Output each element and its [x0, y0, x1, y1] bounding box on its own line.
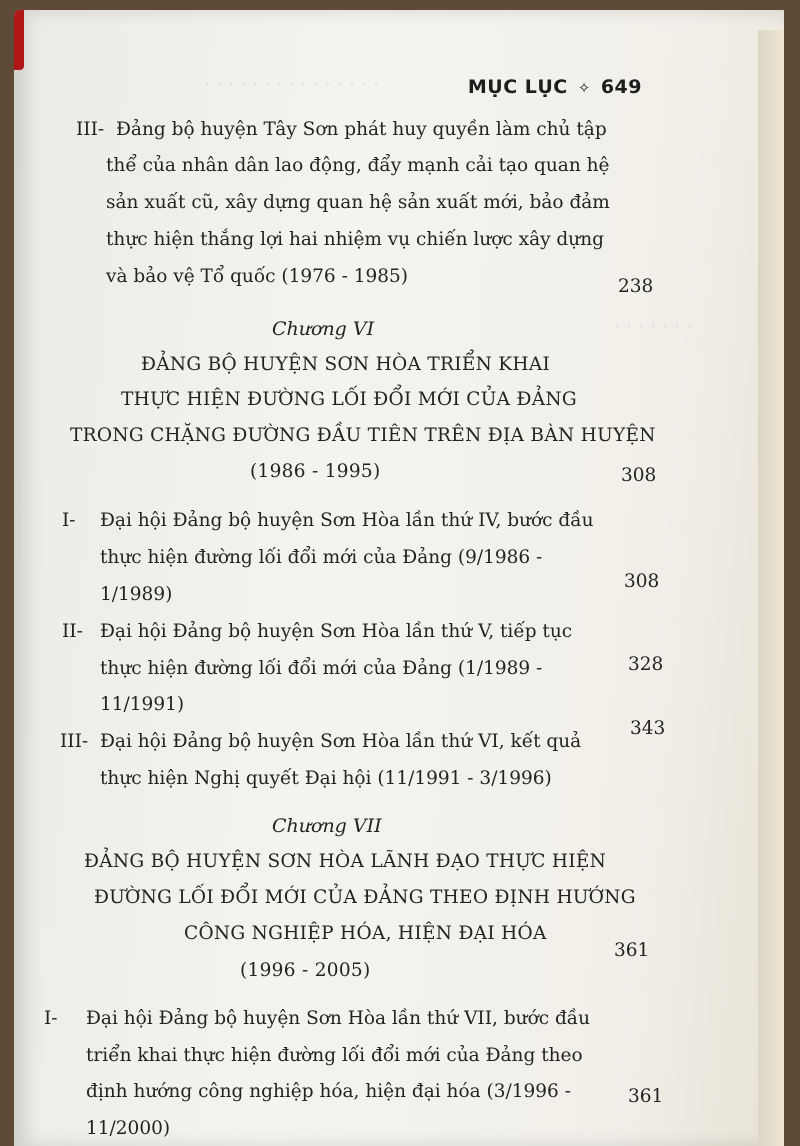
chapter-title-line: THỰC HIỆN ĐƯỜNG LỐI ĐỔI MỚI CỦA ĐẢNG [121, 389, 577, 411]
entry-label: II- [62, 620, 83, 642]
chapter-label: Chương VI [272, 317, 375, 340]
chapter-title-line: ĐƯỜNG LỐI ĐỔI MỚI CỦA ĐẢNG THEO ĐỊNH HƯỚNG [94, 886, 636, 908]
entry-line: 1/1989) [100, 583, 173, 605]
page-number: 649 [600, 76, 642, 98]
bleed-through-text: . . . . . . . [614, 310, 693, 332]
book-page [14, 10, 784, 1146]
chapter-title-line: (1986 - 1995) [250, 461, 381, 483]
entry-line: Đảng bộ huyện Tây Sơn phát huy quyền làm chủ tập [116, 118, 607, 140]
entry-page: 328 [628, 653, 664, 675]
entry-line: định hướng công nghiệp hóa, hiện đại hóa (3/1996 - [86, 1081, 571, 1103]
entry-label: III- [60, 731, 89, 753]
chapter-page: 361 [614, 939, 650, 961]
entry-line: thể của nhân dân lao động, đẩy mạnh cải tạo quan hệ [106, 155, 610, 177]
entry-page: 308 [624, 570, 660, 592]
table-of-contents [14, 10, 784, 1146]
chapter-title-line: TRONG CHẶNG ĐƯỜNG ĐẦU TIÊN TRÊN ĐỊA BÀN HUYỆN [70, 425, 656, 447]
diamond-icon: ✧ [577, 79, 591, 97]
chapter-title-line: (1996 - 2005) [240, 959, 371, 981]
chapter-title-line: ĐẢNG BỘ HUYỆN SƠN HÒA LÃNH ĐẠO THỰC HIỆN [84, 851, 607, 873]
chapter-title-line: CÔNG NGHIỆP HÓA, HIỆN ĐẠI HÓA [184, 922, 547, 944]
entry-line: Đại hội Đảng bộ huyện Sơn Hòa lần thứ VI, kết quả [100, 731, 582, 753]
entry-line: thực hiện đường lối đổi mới của Đảng (9/1986 - [100, 547, 543, 569]
entry-line: triển khai thực hiện đường lối đổi mới của Đảng theo [86, 1044, 583, 1066]
entry-page: 361 [628, 1086, 664, 1108]
chapter-label: Chương VII [272, 815, 382, 838]
entry-line: Đại hội Đảng bộ huyện Sơn Hòa lần thứ V, tiếp tục [100, 620, 573, 642]
chapter-page: 308 [621, 464, 657, 486]
entry-label: I- [44, 1007, 58, 1029]
header-title: MỤC LỤC [467, 76, 568, 98]
entry-line: 11/2000) [86, 1118, 171, 1140]
entry-line: thực hiện đường lối đổi mới của Đảng (1/1989 - [100, 657, 543, 679]
chapter-title-line: ĐẢNG BỘ HUYỆN SƠN HÒA TRIỂN KHAI [141, 353, 551, 375]
entry-line: sản xuất cũ, xây dựng quan hệ sản xuất mới, bảo đảm [106, 192, 610, 214]
entry-line: Đại hội Đảng bộ huyện Sơn Hòa lần thứ VII, bước đầu [86, 1007, 591, 1029]
entry-line: thực hiện thắng lợi hai nhiệm vụ chiến lược xây dựng [106, 228, 604, 250]
entry-label: I- [62, 510, 76, 532]
bleed-through-text: . . . . . . . . . . . . . . . [204, 68, 380, 90]
entry-line: 11/1991) [100, 694, 185, 716]
entry-line: thực hiện Nghị quyết Đại hội (11/1991 - 3/1996) [100, 767, 552, 789]
entry-line: Đại hội Đảng bộ huyện Sơn Hòa lần thứ IV, bước đầu [100, 510, 594, 532]
entry-page: 238 [618, 276, 654, 298]
entry-label: III- [76, 118, 105, 140]
entry-page: 343 [630, 717, 666, 739]
entry-line: và bảo vệ Tổ quốc (1976 - 1985) [106, 265, 408, 287]
